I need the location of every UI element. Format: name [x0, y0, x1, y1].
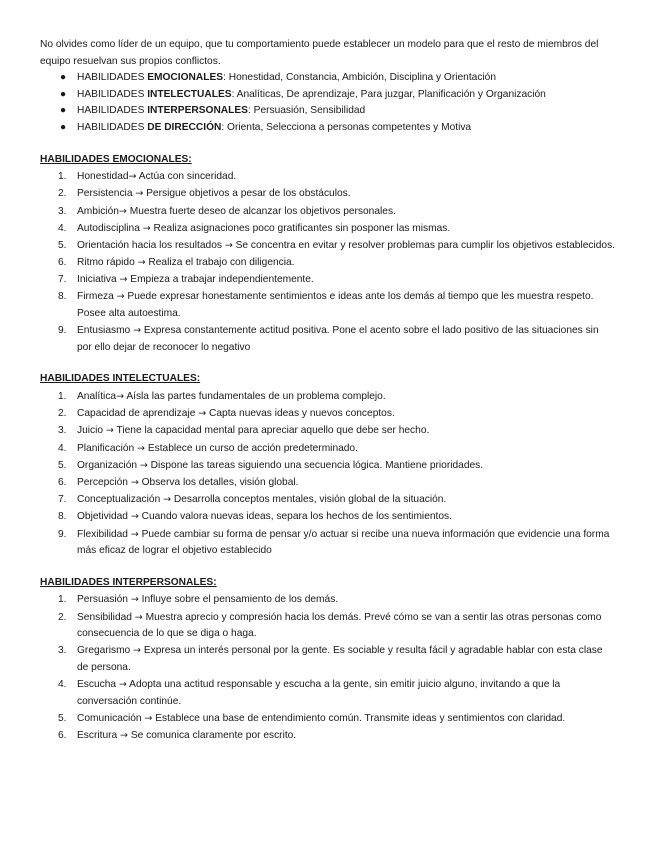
item-number: 3. — [58, 425, 67, 437]
summary-item — [40, 120, 615, 137]
item-description: Actúa con sinceridad. — [136, 171, 237, 183]
item-term: Gregarismo — [77, 645, 134, 657]
item-number: 1. — [58, 594, 67, 606]
item-number: 5. — [58, 459, 67, 471]
arrow-icon: → — [144, 712, 153, 724]
item-number: 6. — [58, 730, 67, 742]
list-item — [40, 289, 615, 322]
summary-prefix: HABILIDADES — [77, 88, 148, 100]
item-number: 2. — [58, 611, 67, 623]
item-description: Adopta una actitud responsable y escucha a la gente, sin emitir juicio alguno, invitando a que la conversación continúe. — [77, 679, 561, 707]
arrow-icon: → — [120, 730, 128, 742]
summary-item — [40, 87, 615, 104]
skills-summary-list — [40, 70, 615, 136]
item-number: 8. — [58, 511, 67, 523]
section-list — [40, 389, 615, 560]
bullet-icon: ● — [60, 72, 67, 84]
section-heading: HABILIDADES EMOCIONALES: — [40, 153, 192, 165]
list-item — [40, 406, 615, 423]
bullet-icon: ● — [60, 121, 67, 133]
list-item — [40, 238, 615, 255]
summary-category: INTERPERSONALES — [147, 105, 248, 117]
item-number: 1. — [58, 391, 67, 403]
section-list — [40, 169, 615, 356]
item-description: Expresa un interés personal por la gente. Es sociable y resulta fácil y agradable hablar con esta clase de persona. — [77, 645, 603, 673]
item-number: 4. — [58, 222, 67, 234]
item-term: Organización — [77, 459, 140, 471]
summary-prefix: HABILIDADES — [77, 72, 148, 84]
item-description: Establece una base de entendimiento común. Transmite ideas y sentimientos con claridad. — [152, 712, 566, 724]
item-description: Se comunica claramente por escrito. — [128, 730, 297, 742]
item-description: Empieza a trabajar independientemente. — [127, 274, 314, 286]
item-description: Muestra aprecio y compresión hacia los demás. Prevé cómo se van a sentir las otras personas como consecuencia de lo que se diga o haga. — [77, 611, 602, 640]
bullet-icon: ● — [60, 105, 67, 117]
item-term: Capacidad de aprendizaje — [77, 408, 199, 420]
arrow-icon: → — [118, 679, 127, 691]
item-term: Conceptualización — [77, 494, 164, 506]
list-item — [40, 677, 615, 710]
arrow-icon: → — [224, 239, 233, 251]
list-item — [40, 711, 615, 728]
item-term: Orientación hacia los resultados — [77, 239, 225, 251]
list-item — [40, 610, 615, 643]
item-term: Sensibilidad — [77, 611, 135, 623]
arrow-icon: → — [137, 257, 146, 269]
list-item — [40, 592, 615, 609]
arrow-icon: → — [116, 291, 125, 303]
list-item — [40, 169, 615, 186]
list-item — [40, 389, 615, 406]
arrow-icon: → — [118, 205, 127, 217]
item-description: Tiene la capacidad mental para apreciar aquello que debe ser hecho. — [113, 425, 430, 437]
arrow-icon: → — [130, 594, 139, 606]
item-term: Escritura — [77, 730, 121, 742]
item-number: 9. — [58, 528, 67, 540]
item-number: 7. — [58, 274, 67, 286]
item-number: 4. — [58, 442, 67, 454]
item-number: 6. — [58, 476, 67, 488]
item-term: Honestidad — [77, 171, 129, 183]
item-number: 8. — [58, 291, 67, 303]
item-description: Observa los detalles, visión global. — [138, 476, 299, 488]
item-description: Persigue objetivos a pesar de los obstáculos. — [143, 188, 351, 200]
item-term: Percepción — [77, 476, 131, 488]
arrow-icon: → — [119, 274, 128, 286]
list-item — [40, 643, 615, 676]
item-number: 2. — [58, 188, 67, 200]
summary-category: EMOCIONALES — [147, 72, 224, 84]
arrow-icon: → — [128, 171, 137, 183]
arrow-icon: → — [130, 476, 139, 488]
item-number: 1. — [58, 171, 67, 183]
arrow-icon: → — [133, 645, 142, 657]
item-number: 4. — [58, 679, 67, 691]
section-list — [40, 592, 615, 744]
arrow-icon: → — [116, 391, 125, 403]
summary-item — [40, 103, 615, 120]
list-item — [40, 186, 615, 203]
arrow-icon: → — [134, 611, 143, 623]
list-item — [40, 728, 615, 745]
item-description: Se concentra en evitar y resolver problemas para cumplir los objetivos establecidos. — [232, 239, 615, 251]
summary-category: DE DIRECCIÓN — [147, 121, 222, 133]
item-number: 6. — [58, 257, 67, 269]
item-number: 2. — [58, 408, 67, 420]
section-heading: HABILIDADES INTERPERSONALES: — [40, 576, 217, 588]
item-description: Realiza asignaciones poco gratificantes sin posponer las mismas. — [150, 222, 451, 234]
list-item — [40, 423, 615, 440]
arrow-icon: → — [130, 511, 139, 523]
item-term: Persistencia — [77, 188, 136, 200]
summary-prefix: HABILIDADES — [77, 121, 148, 133]
item-term: Comunicación — [77, 712, 145, 724]
item-term: Autodisciplina — [77, 222, 143, 234]
arrow-icon: → — [137, 442, 145, 454]
item-term: Flexibilidad — [77, 528, 131, 540]
summary-category: INTELECTUALES — [147, 88, 232, 100]
arrow-icon: → — [142, 222, 151, 234]
skills-sections — [40, 152, 615, 745]
item-description: Establece un curso de acción predeterminado. — [145, 442, 358, 454]
list-item — [40, 255, 615, 272]
item-term: Escucha — [77, 679, 119, 691]
list-item — [40, 272, 615, 289]
list-item — [40, 458, 615, 475]
list-item — [40, 475, 615, 492]
item-number: 7. — [58, 494, 67, 506]
item-number: 9. — [58, 325, 67, 337]
arrow-icon: → — [105, 425, 114, 437]
item-description: Puede expresar honestamente sentimientos e ideas ante los demás al tiempo que les muestra respeto. Posee alta autoestima. — [77, 291, 594, 320]
item-description: Dispone las tareas siguiendo una secuencia lógica. Mantiene prioridades. — [147, 459, 484, 471]
list-item — [40, 441, 615, 458]
item-description: Muestra fuerte deseo de alcanzar los objetivos personales. — [126, 205, 396, 217]
item-description: Aísla las partes fundamentales de un problema complejo. — [124, 391, 386, 403]
summary-text: : Analíticas, De aprendizaje, Para juzgar, Planificación y Organización — [231, 88, 546, 100]
list-item — [40, 204, 615, 221]
list-item — [40, 509, 615, 526]
item-number: 5. — [58, 239, 67, 251]
item-description: Desarrolla conceptos mentales, visión global de la situación. — [171, 494, 447, 506]
arrow-icon: → — [130, 528, 139, 540]
item-term: Persuasión — [77, 594, 131, 606]
section-heading: HABILIDADES INTELECTUALES: — [40, 373, 201, 385]
item-term: Analítica — [77, 391, 117, 403]
list-item — [40, 221, 615, 238]
summary-item — [40, 70, 615, 87]
list-item — [40, 527, 615, 560]
item-term: Firmeza — [77, 291, 117, 303]
arrow-icon: → — [139, 459, 148, 471]
item-term: Objetividad — [77, 511, 131, 523]
item-term: Ritmo rápido — [77, 257, 138, 269]
list-item — [40, 492, 615, 509]
item-description: Realiza el trabajo con diligencia. — [145, 257, 295, 269]
item-term: Iniciativa — [77, 274, 120, 286]
item-description: Puede cambiar su forma de pensar y/o actuar si recibe una nueva información que evidencie una forma más eficaz de lograr el objetivo establecido — [77, 528, 610, 557]
intro-paragraph: No olvides como líder de un equipo, que tu comportamiento puede establecer un modelo para que el resto de miembros del equipo resuelvan sus propios conflictos. — [40, 39, 599, 67]
arrow-icon: → — [133, 325, 142, 337]
list-item — [40, 323, 615, 356]
arrow-icon: → — [198, 408, 207, 420]
summary-text: : Honestidad, Constancia, Ambición, Disciplina y Orientación — [223, 72, 497, 84]
item-number: 3. — [58, 205, 67, 217]
bullet-icon: ● — [60, 88, 67, 100]
arrow-icon: → — [163, 494, 172, 506]
item-term: Entusiasmo — [77, 325, 134, 337]
item-description: Expresa constantemente actitud positiva. Pone el acento sobre el lado positivo de las situaciones sin por ello dejar de reconocer lo negativo — [77, 325, 599, 353]
item-number: 5. — [58, 712, 67, 724]
item-number: 3. — [58, 645, 67, 657]
item-term: Ambición — [77, 205, 119, 217]
item-description: Influye sobre el pensamiento de los demás. — [138, 594, 339, 606]
arrow-icon: → — [135, 188, 144, 200]
summary-text: : Orienta, Selecciona a personas competentes y Motiva — [221, 121, 472, 133]
item-term: Juicio — [77, 425, 106, 437]
item-term: Planificación — [77, 442, 138, 454]
summary-text: : Persuasión, Sensibilidad — [247, 105, 366, 117]
summary-prefix: HABILIDADES — [77, 105, 148, 117]
item-description: Cuando valora nuevas ideas, separa los hechos de los sentimientos. — [138, 511, 452, 523]
item-description: Capta nuevas ideas y nuevos conceptos. — [206, 408, 395, 420]
